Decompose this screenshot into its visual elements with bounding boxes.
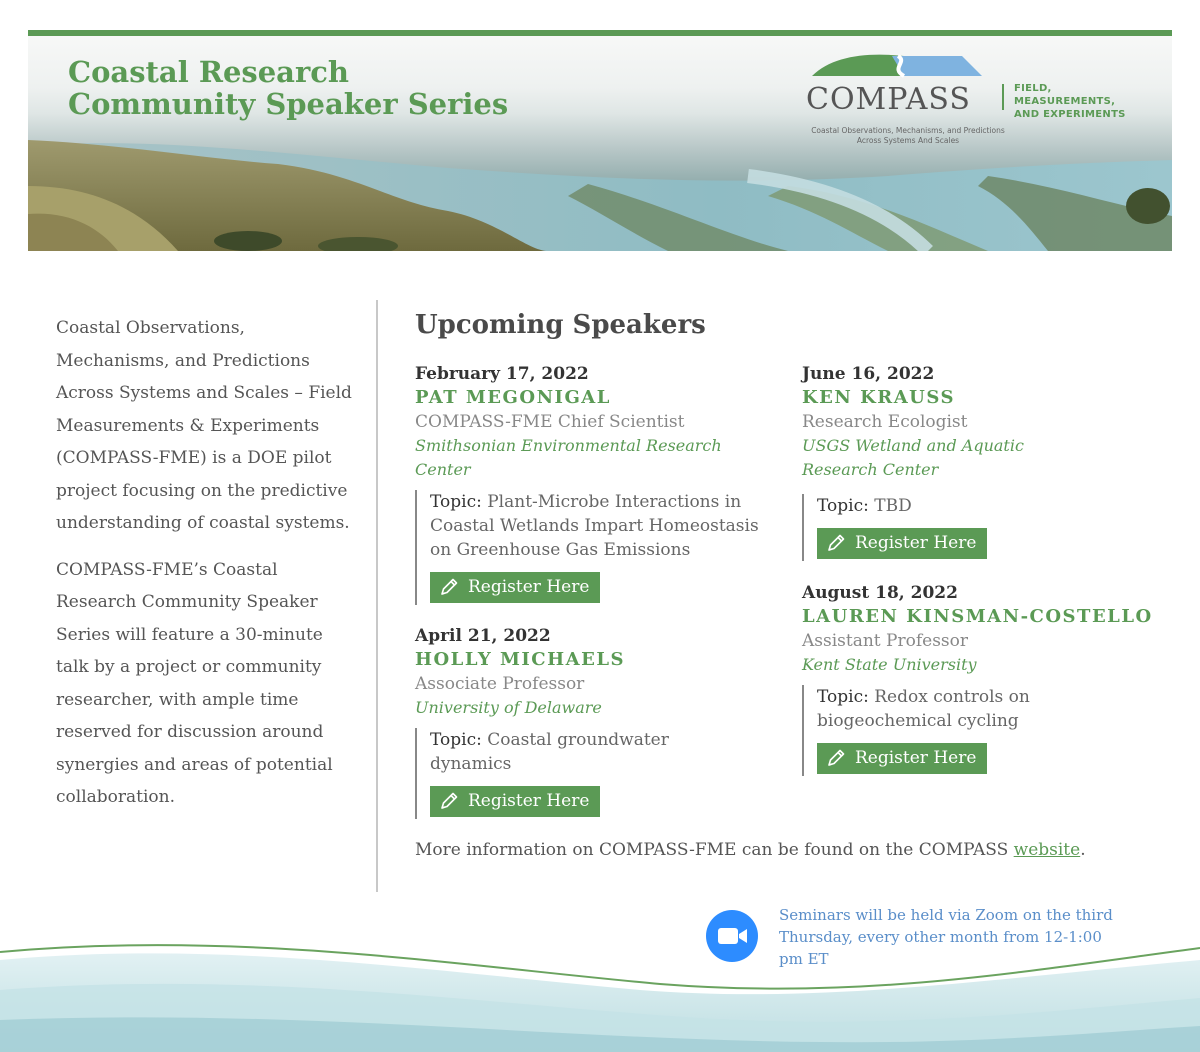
- speaker-topic: [415, 728, 710, 819]
- speaker-date: August 18, 2022: [802, 583, 958, 603]
- register-button[interactable]: [817, 528, 987, 559]
- logo-subtitle-line-2: Across Systems And Scales: [856, 136, 960, 145]
- register-label: Register Here: [855, 748, 977, 768]
- logo-tagline-line-2: AND EXPERIMENTS: [1014, 109, 1126, 120]
- speaker-date: April 21, 2022: [415, 626, 551, 646]
- more-info-sentence: More information on COMPASS-FME can be found on the COMPASS: [415, 840, 1014, 860]
- speaker-organization: University of Delaware: [415, 698, 602, 717]
- register-button[interactable]: [430, 786, 600, 817]
- zoom-seminar-note: Seminars will be held via Zoom on the third Thursday, every other month from 12-1:00 pm ET: [779, 906, 1113, 968]
- speaker-name: LAUREN KINSMAN-COSTELLO: [802, 606, 1153, 627]
- compass-logo: [806, 50, 1146, 150]
- register-button[interactable]: [817, 743, 987, 774]
- pencil-icon: [438, 790, 460, 812]
- column-divider: [376, 300, 378, 892]
- pencil-icon: [438, 576, 460, 598]
- register-label: Register Here: [468, 577, 590, 597]
- website-link[interactable]: website: [1013, 840, 1081, 860]
- speaker-card: [415, 362, 765, 605]
- speaker-name: PAT MEGONIGAL: [415, 387, 611, 408]
- register-label: Register Here: [468, 791, 590, 811]
- intro-column: [56, 312, 356, 828]
- speaker-role: Associate Professor: [415, 674, 585, 694]
- speaker-card: [802, 581, 1162, 776]
- speaker-topic: [802, 494, 1102, 561]
- speaker-role: Assistant Professor: [802, 631, 968, 651]
- speaker-name: KEN KRAUSS: [802, 387, 955, 408]
- more-info-text: [415, 838, 1086, 862]
- topic-text: Plant-Microbe Interactions in Coastal Wetlands Impart Homeostasis on Greenhouse Gas Emissions: [430, 492, 759, 560]
- speaker-name: HOLLY MICHAELS: [415, 649, 625, 670]
- speaker-organization: USGS Wetland and Aquatic Research Center: [802, 436, 1024, 479]
- speaker-date: February 17, 2022: [415, 364, 589, 384]
- zoom-video-icon: [706, 910, 758, 962]
- speaker-organization: Kent State University: [802, 655, 977, 674]
- logo-wordmark: COMPASS: [806, 82, 971, 117]
- topic-label: Topic:: [817, 496, 869, 516]
- intro-paragraph-2: COMPASS-FME’s Coastal Research Community Speaker Series will feature a 30-minute talk by a project or community researcher, with ample time reserved for discussion around synergies and areas of potential collaboration.: [56, 559, 333, 807]
- speaker-role: Research Ecologist: [802, 412, 968, 432]
- upcoming-speakers-heading: Upcoming Speakers: [415, 310, 706, 340]
- topic-text: TBD: [874, 496, 912, 516]
- topic-label: Topic:: [430, 492, 482, 512]
- topic-label: Topic:: [430, 730, 482, 750]
- speaker-card: [415, 624, 765, 819]
- topic-label: Topic:: [817, 687, 869, 707]
- register-button[interactable]: [430, 572, 600, 603]
- logo-divider: [1002, 84, 1004, 110]
- logo-subtitle-line-1: Coastal Observations, Mechanisms, and Predictions: [811, 126, 1005, 135]
- speaker-date: June 16, 2022: [802, 364, 935, 384]
- pencil-icon: [825, 532, 847, 554]
- speaker-topic: [802, 685, 1057, 776]
- page-title: [68, 56, 508, 120]
- logo-subtitle: [808, 126, 1008, 146]
- more-info-period: .: [1080, 840, 1086, 860]
- header-banner: [28, 36, 1172, 251]
- speaker-card: [802, 362, 1102, 561]
- title-line-2: Community Speaker Series: [68, 87, 509, 121]
- topic-text: Redox controls on biogeochemical cycling: [817, 687, 1030, 731]
- speaker-role: COMPASS-FME Chief Scientist: [415, 412, 685, 432]
- speaker-organization: Smithsonian Environmental Research Center: [415, 436, 722, 479]
- topic-text: Coastal groundwater dynamics: [430, 730, 669, 774]
- intro-paragraph-1: Coastal Observations, Mechanisms, and Predictions Across Systems and Scales – Field Measurements & Experiments (COMPASS-FME) is a DOE pilot project focusing on the predictive understanding of coastal systems.: [56, 318, 352, 533]
- title-line-1: Coastal Research: [68, 55, 349, 89]
- pencil-icon: [825, 747, 847, 769]
- speaker-topic: [415, 490, 765, 605]
- logo-tagline: [1014, 82, 1146, 121]
- register-label: Register Here: [855, 533, 977, 553]
- compass-logo-mark-icon: [812, 50, 982, 82]
- logo-tagline-line-1: FIELD, MEASUREMENTS,: [1014, 83, 1116, 107]
